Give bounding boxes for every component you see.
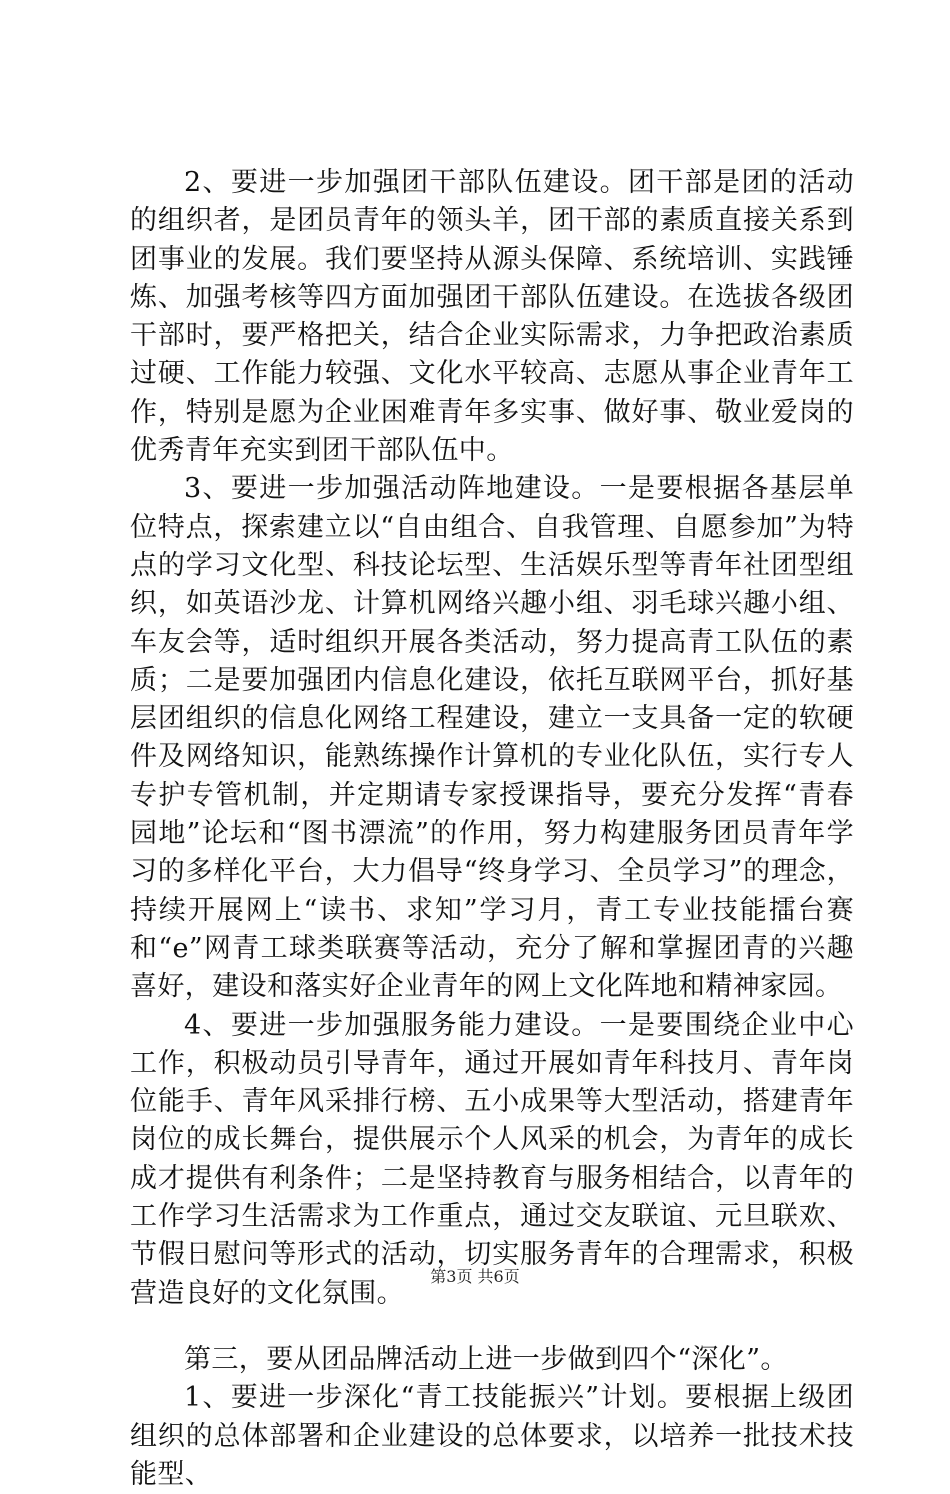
page-number-footer: 第3页 共6页: [430, 1267, 520, 1286]
paragraph-service-capacity: 4、要进一步加强服务能力建设。一是要围绕企业中心工作，积极动员引导青年，通过开展如青年科技月、青年岗位能手、青年风采排行榜、五小成果等大型活动，搭建青年岗位的成长舞台，提供展示个人风采的机会，为青年的成长成才提供有利条件；二是坚持教育与服务相结合，以青年的工作学习生活需求为工作重点，通过交友联谊、元旦联欢、节假日慰问等形式的活动，切实服务青年的合理需求，积极营造良好的文化氛围。: [130, 1009, 854, 1309]
paragraph-activity-base: 3、要进一步加强活动阵地建设。一是要根据各基层单位特点，探索建立以“自由组合、自我管理、自愿参加”为特点的学习文化型、科技论坛型、生活娱乐型等青年社团型组织，如英语沙龙、计算机网络兴趣小组、羽毛球兴趣小组、车友会等，适时组织开展各类活动，努力提高青工队伍的素质；二是要加强团内信息化建设，依托互联网平台，抓好基层团组织的信息化网络工程建设，建立一支具备一定的软硬件及网络知识，能熟练操作计算机的专业化队伍，实行专人专护专管机制，并定期请专家授课指导，要充分发挥“青春园地”论坛和“图书漂流”的作用，努力构建服务团员青年学习的多样化平台，大力倡导“终身学习、全员学习”的理念，持续开展网上“读书、求知”学习月，青工专业技能擂台赛和“e”网青工球类联赛等活动，充分了解和掌握团青的兴趣喜好，建设和落实好企业青年的网上文化阵地和精神家园。: [130, 473, 854, 1003]
document-body: [130, 164, 854, 1494]
paragraph-cadre-team: 2、要进一步加强团干部队伍建设。团干部是团的活动的组织者，是团员青年的领头羊，团干部的素质直接关系到团事业的发展。我们要坚持从源头保障、系统培训、实践锤炼、加强考核等四方面加强团干部队伍建设。在选拔各级团干部时，要严格把关，结合企业实际需求，力争把政治素质过硬、工作能力较强、文化水平较高、志愿从事企业青年工作，特别是愿为企业困难青年多实事、做好事、敬业爱岗的优秀青年充实到团干部队伍中。: [130, 167, 854, 467]
paragraph-spacer: [130, 1313, 854, 1341]
section-heading-third: 第三，要从团品牌活动上进一步做到四个“深化”。: [184, 1343, 788, 1375]
paragraph-skills-plan: 1、要进一步深化“青工技能振兴”计划。要根据上级团组织的总体部署和企业建设的总体要求，以培养一批技术技能型、: [130, 1382, 854, 1490]
